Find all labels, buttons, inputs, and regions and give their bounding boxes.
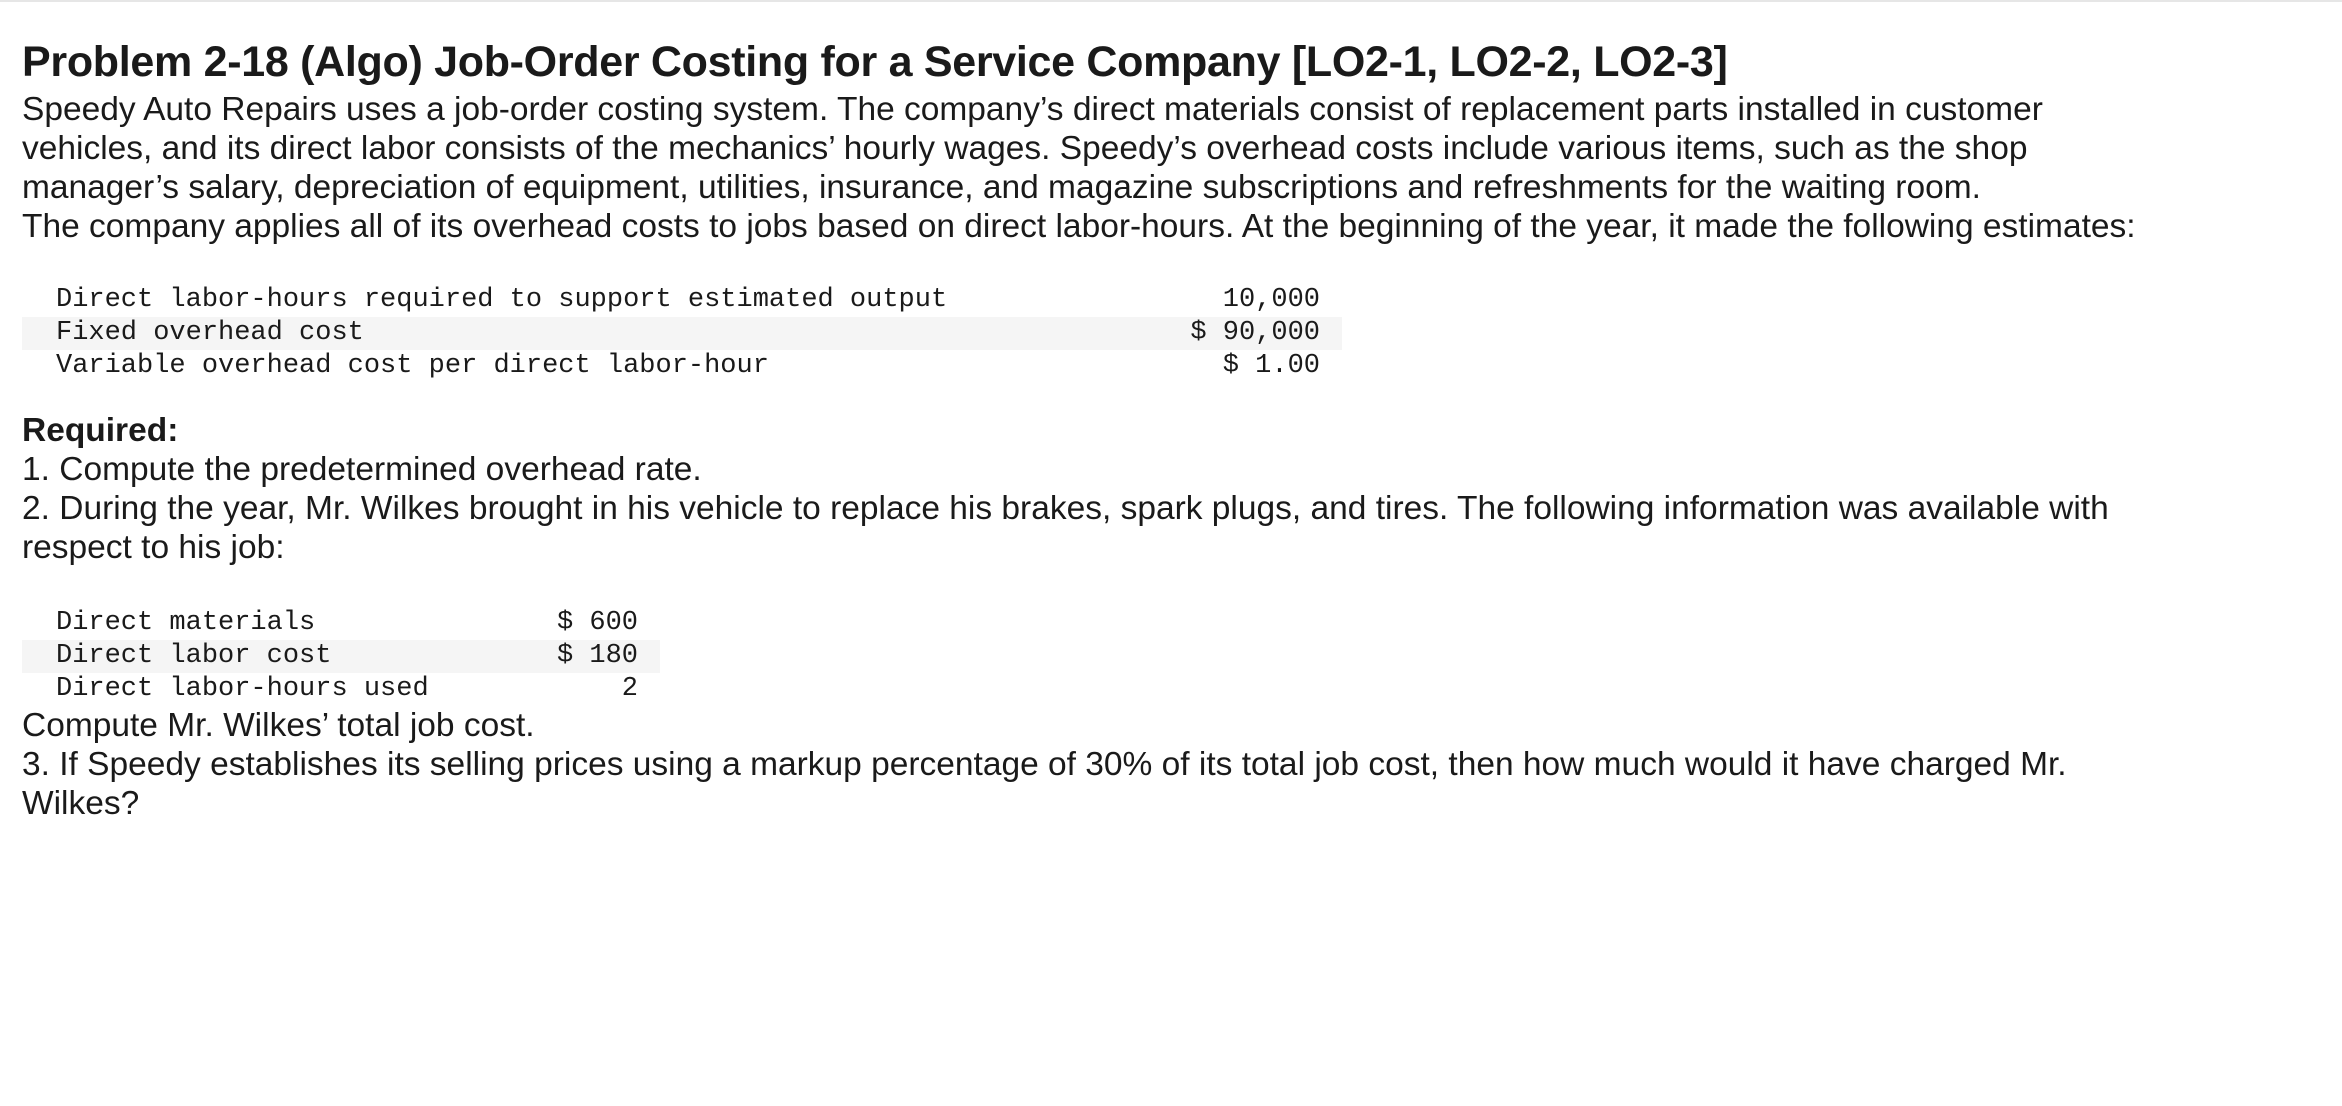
estimate-label: Direct labor-hours required to support estimated output bbox=[56, 285, 948, 315]
job-cost-table bbox=[22, 607, 660, 706]
intro-paragraph: Speedy Auto Repairs uses a job-order costing system. The company’s direct materials consist of replacement parts installed in customer vehicles, and its direct labor consists of the mechanics’ hourly wages. Speedy’s overhead costs include various items, such as the shop manager’s salary, depreciation of equipment, utilities, insurance, and magazine subscriptions and refreshments for the waiting room. bbox=[22, 91, 2043, 206]
table-row bbox=[22, 284, 1342, 317]
job-cost-value: $ 600 bbox=[556, 608, 638, 638]
job-cost-label: Direct labor-hours used bbox=[56, 674, 429, 704]
table-row bbox=[22, 317, 1342, 350]
question-2-instruction: Compute Mr. Wilkes’ total job cost. bbox=[22, 707, 535, 744]
estimate-value: $ 90,000 bbox=[1156, 317, 1342, 350]
table-row bbox=[22, 607, 660, 640]
estimate-value: $ 1.00 bbox=[1222, 351, 1320, 381]
table-row bbox=[22, 673, 660, 706]
job-cost-value: 2 bbox=[621, 674, 638, 704]
estimate-label: Variable overhead cost per direct labor-hour bbox=[56, 351, 769, 381]
question-3: 3. If Speedy establishes its selling prices using a markup percentage of 30% of its total job cost, then how much would it have charged Mr. Wilkes? bbox=[22, 746, 2067, 822]
question-1: 1. Compute the predetermined overhead rate. bbox=[22, 451, 702, 488]
question-2: 2. During the year, Mr. Wilkes brought in his vehicle to replace his brakes, spark plugs, and tires. The following information was available with respect to his job: bbox=[22, 490, 2109, 566]
job-cost-label: Direct materials bbox=[56, 608, 316, 638]
estimate-value: 10,000 bbox=[1222, 285, 1320, 315]
job-cost-label: Direct labor cost bbox=[22, 640, 531, 673]
problem-content bbox=[22, 34, 2142, 823]
estimates-intro-paragraph: The company applies all of its overhead costs to jobs based on direct labor-hours. At the beginning of the year, it made the following estimates: bbox=[22, 208, 2136, 245]
estimate-label: Fixed overhead cost bbox=[22, 317, 1156, 350]
job-cost-value: $ 180 bbox=[531, 640, 660, 673]
problem-title: Problem 2-18 (Algo) Job-Order Costing for a Service Company [LO2-1, LO2-2, LO2-3] bbox=[22, 38, 1728, 86]
table-row bbox=[22, 350, 1342, 383]
estimates-table bbox=[22, 284, 1342, 383]
required-heading: Required: bbox=[22, 412, 179, 449]
top-divider bbox=[0, 0, 2342, 2]
table-row bbox=[22, 640, 660, 673]
